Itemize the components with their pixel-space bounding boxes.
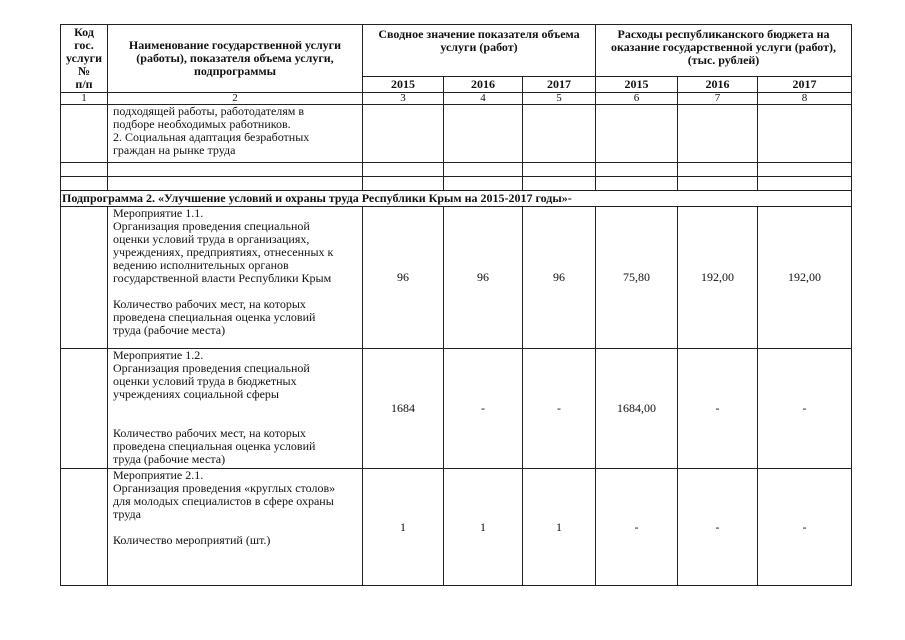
services-table <box>60 24 852 586</box>
continuation-text: подходящей работы, работодателям в подборе необходимых работников. 2. Социальная адаптация безработных граждан на рынке труда <box>108 105 363 163</box>
table-row <box>61 105 852 163</box>
column-number: 4 <box>444 93 523 105</box>
header-budget-group: Расходы республиканского бюджета на оказание государственной услуги (работ), (тыс. рублей) <box>596 25 852 77</box>
value-cell: 192,00 <box>758 207 852 349</box>
header-year: 2016 <box>444 77 523 93</box>
table-row <box>61 349 852 469</box>
value-cell: 1684 <box>363 349 444 469</box>
table-row <box>61 469 852 586</box>
value-cell: 75,80 <box>596 207 678 349</box>
empty-row <box>61 177 852 191</box>
value-cell: 96 <box>363 207 444 349</box>
subprogram-title: Подпрограмма 2. «Улучшение условий и охраны труда Республики Крым на 2015-2017 годы»- <box>61 191 852 207</box>
value-cell: - <box>523 349 596 469</box>
header-code: Код гос. услуги № п/п <box>61 25 108 93</box>
value-cell: - <box>678 469 758 586</box>
value-cell: - <box>444 349 523 469</box>
value-cell: - <box>678 349 758 469</box>
measure-description: Мероприятие 1.2. Организация проведения специальной оценки условий труда в бюджетных учреждениях социальной сферы Количество рабочих мест, на которых проведена специальная оценка условий труда (рабочие места) <box>108 349 363 469</box>
header-year: 2017 <box>523 77 596 93</box>
header-year: 2017 <box>758 77 852 93</box>
column-number: 8 <box>758 93 852 105</box>
table-row <box>61 207 852 349</box>
value-cell: 1 <box>444 469 523 586</box>
value-cell: - <box>758 469 852 586</box>
value-cell: - <box>596 469 678 586</box>
value-cell: 1684,00 <box>596 349 678 469</box>
header-year: 2015 <box>596 77 678 93</box>
measure-description: Мероприятие 1.1. Организация проведения специальной оценки условий труда в организациях, учреждениях, предприятиях, отнесенных к ведению исполнительных органов государственной власти Республики Крым Количество рабочих мест, на которых проведена специальная оценка условий труда (рабочие места) <box>108 207 363 349</box>
column-number: 3 <box>363 93 444 105</box>
measure-description: Мероприятие 2.1. Организация проведения «круглых столов» для молодых специалистов в сфере охраны труда Количество мероприятий (шт.) <box>108 469 363 586</box>
column-number: 5 <box>523 93 596 105</box>
column-number: 7 <box>678 93 758 105</box>
column-number: 6 <box>596 93 678 105</box>
value-cell: 1 <box>363 469 444 586</box>
value-cell: 1 <box>523 469 596 586</box>
value-cell: 192,00 <box>678 207 758 349</box>
header-year: 2015 <box>363 77 444 93</box>
value-cell: 96 <box>444 207 523 349</box>
column-number: 1 <box>61 93 108 105</box>
empty-row <box>61 163 852 177</box>
column-number: 2 <box>108 93 363 105</box>
value-cell: - <box>758 349 852 469</box>
header-year: 2016 <box>678 77 758 93</box>
header-name: Наименование государственной услуги (работы), показателя объема услуги, подпрограммы <box>108 25 363 93</box>
value-cell: 96 <box>523 207 596 349</box>
header-volume-group: Сводное значение показателя объема услуги (работ) <box>363 25 596 77</box>
subprogram-row <box>61 191 852 207</box>
